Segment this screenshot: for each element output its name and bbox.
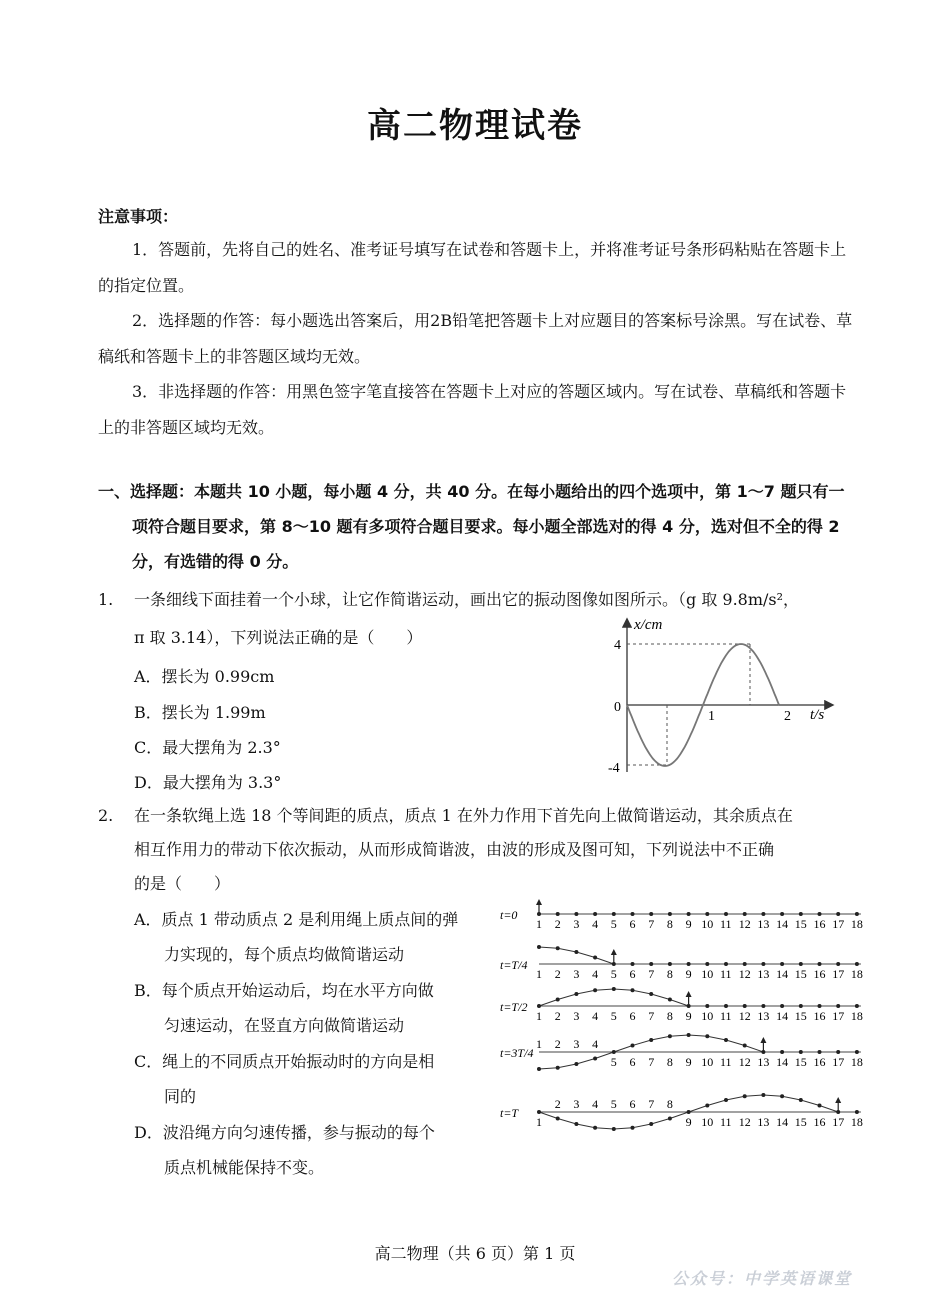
wave-particle-number: 8 (666, 1097, 673, 1111)
oscillation-graph (600, 612, 845, 782)
wave-particle (705, 912, 709, 916)
wave-particle-number: 2 (554, 1037, 561, 1051)
page-title: 高二物理试卷 (367, 106, 583, 146)
wave-particle (724, 1098, 728, 1102)
wave-particle-number: 13 (757, 1055, 770, 1069)
wave-particle (556, 912, 560, 916)
wave-particle (612, 912, 616, 916)
wave-particle (593, 1057, 597, 1061)
wave-particle-number: 13 (757, 1009, 770, 1023)
wave-particle-number: 17 (832, 1055, 845, 1069)
wave-particle-number: 2 (554, 1009, 561, 1023)
wave-particle (836, 1050, 840, 1054)
wave-particle (799, 1004, 803, 1008)
wave-particle (687, 962, 691, 966)
wave-particle-number: 11 (720, 1009, 732, 1023)
wave-particle-number: 13 (757, 917, 770, 931)
wave-particle-number: 17 (832, 967, 845, 981)
wave-particle (631, 1043, 635, 1047)
wave-particle-number: 4 (592, 1037, 599, 1051)
wave-particle (780, 912, 784, 916)
wave-particle (556, 1117, 560, 1121)
wave-particle-number: 8 (666, 967, 673, 981)
wave-particle-number: 11 (720, 1115, 732, 1129)
wave-particle-number: 15 (794, 917, 807, 931)
x-tick-2: 2 (784, 709, 791, 724)
wave-particle-number: 6 (629, 1009, 636, 1023)
wave-particle-number: 3 (573, 1009, 580, 1023)
wave-particle-number: 9 (685, 967, 692, 981)
wave-particle-number: 17 (832, 1115, 845, 1129)
wave-particle (761, 962, 765, 966)
wave-particle-number: 5 (610, 1097, 617, 1111)
wave-particle (836, 1004, 840, 1008)
wave-particle-number: 1 (536, 1009, 542, 1023)
wave-particle (537, 1004, 541, 1008)
wave-curve (539, 947, 614, 964)
wave-particle (799, 1098, 803, 1102)
wave-particle-number: 3 (573, 967, 580, 981)
notice-item-1: 1．答题前，先将自己的姓名、准考证号填写在试卷和答题卡上，并将准考证号条形码粘贴在答题卡上的指定位置。 (98, 240, 847, 295)
wave-particle-number: 2 (554, 1097, 561, 1111)
wave-particle (631, 912, 635, 916)
wave-particle (780, 962, 784, 966)
wave-particle (724, 1038, 728, 1042)
q2-option-b-line1: B．每个质点开始运动后，均在水平方向做 (134, 981, 434, 1000)
wave-row-label: t=3T/4 (500, 1046, 534, 1060)
wave-particle-number: 18 (850, 1115, 863, 1129)
wave-particle-number: 12 (738, 1009, 751, 1023)
q2-option-c-line1: C．绳上的不同质点开始振动时的方向是相 (134, 1052, 435, 1071)
q2-stem-line3: 的是（ ） (134, 874, 231, 893)
y-tick-neg4: -4 (608, 761, 620, 776)
wave-particle-number: 10 (701, 1115, 714, 1129)
wave-particle-number: 11 (720, 967, 732, 981)
wave-particle (855, 962, 859, 966)
wave-particle-number: 1 (536, 967, 542, 981)
wave-particle (649, 962, 653, 966)
wave-particle (780, 1004, 784, 1008)
wave-particle-number: 4 (592, 1097, 599, 1111)
wave-particle (593, 988, 597, 992)
wave-particle-number: 16 (813, 1115, 826, 1129)
wave-particle-number: 16 (813, 917, 826, 931)
wave-particle (743, 962, 747, 966)
wave-particle-number: 7 (648, 967, 655, 981)
wave-particle (612, 1127, 616, 1131)
wave-particle (668, 997, 672, 1001)
q1-option-b: B．摆长为 1.99m (134, 703, 266, 722)
wave-particle (705, 1034, 709, 1038)
wave-particle-number: 1 (536, 1037, 542, 1051)
wave-particle (761, 1004, 765, 1008)
wave-particle-number: 8 (666, 1055, 673, 1069)
wave-formation-diagram (498, 894, 863, 1138)
wave-particle-number: 6 (629, 1097, 636, 1111)
wave-particle-number: 6 (629, 917, 636, 931)
wave-particle (836, 962, 840, 966)
wave-particle-number: 18 (850, 1009, 863, 1023)
wave-particle (668, 962, 672, 966)
wave-particle (836, 912, 840, 916)
wave-particle-number: 7 (648, 1009, 655, 1023)
wave-particle-number: 3 (573, 1097, 580, 1111)
wave-particle-number: 4 (592, 967, 599, 981)
wave-particle-number: 11 (720, 1055, 732, 1069)
wave-particle-number: 5 (610, 1009, 617, 1023)
wave-particle (855, 1004, 859, 1008)
wave-particle (855, 912, 859, 916)
wave-particle (799, 962, 803, 966)
wave-particle (818, 1103, 822, 1107)
notice-item-3: 3．非选择题的作答：用黑色签字笔直接答在答题卡上对应的答题区域内。写在试卷、草稿纸和答题卡上的非答题区域均无效。 (98, 382, 847, 437)
wave-front-arrowhead (835, 1097, 841, 1103)
wave-particle-number: 14 (776, 1055, 789, 1069)
wave-particle-number: 14 (776, 967, 789, 981)
wave-particle-number: 12 (738, 1115, 751, 1129)
wave-particle (556, 946, 560, 950)
wave-particle-number: 5 (610, 1055, 617, 1069)
wave-curve (539, 989, 689, 1006)
q2-option-d-line1: D．波沿绳方向匀速传播，参与振动的每个 (134, 1123, 435, 1142)
q2-stem-line2: 相互作用力的带动下依次振动，从而形成简谐波，由波的形成及图可知，下列说法中不正确 (134, 840, 775, 859)
wave-particle (593, 1126, 597, 1130)
y-axis-label: x/cm (634, 617, 663, 633)
q1-stem-line2: π 取 3.14），下列说法正确的是（ ） (134, 628, 423, 647)
wave-particle (818, 912, 822, 916)
wave-row-label: t=T/2 (500, 1000, 528, 1014)
wave-particle-number: 18 (850, 1055, 863, 1069)
page-footer: 高二物理（共 6 页）第 1 页 (374, 1244, 576, 1263)
wave-particle (593, 912, 597, 916)
wave-particle-number: 18 (850, 917, 863, 931)
wave-particle-number: 16 (813, 1009, 826, 1023)
wave-particle (574, 1062, 578, 1066)
wave-particle (668, 912, 672, 916)
wave-particle-number: 5 (610, 917, 617, 931)
notice-heading: 注意事项： (98, 207, 179, 226)
wave-particle (574, 992, 578, 996)
wave-particle-number: 14 (776, 1115, 789, 1129)
wave-particle-number: 4 (592, 917, 599, 931)
wave-particle-number: 15 (794, 1009, 807, 1023)
wave-particle (855, 1110, 859, 1114)
wave-particle (687, 912, 691, 916)
wave-particle (556, 997, 560, 1001)
wave-particle-number: 16 (813, 967, 826, 981)
wave-particle (780, 1094, 784, 1098)
q1-number: 1. (98, 590, 114, 609)
wave-particle (818, 962, 822, 966)
wave-front-arrowhead (760, 1037, 766, 1043)
wave-particle (818, 1050, 822, 1054)
wave-particle-number: 1 (536, 1115, 542, 1129)
q2-option-c-line2: 同的 (164, 1087, 197, 1106)
wave-particle-number: 10 (701, 1055, 714, 1069)
wave-particle (631, 988, 635, 992)
wave-particle (687, 1033, 691, 1037)
q2-option-a-line1: A．质点 1 带动质点 2 是利用绳上质点间的弹 (134, 910, 459, 929)
wave-particle (799, 912, 803, 916)
wave-particle-number: 9 (685, 1055, 692, 1069)
wave-particle (612, 1050, 616, 1054)
wave-particle (761, 1093, 765, 1097)
wave-particle-number: 5 (610, 967, 617, 981)
wave-particle (855, 1050, 859, 1054)
wave-row-label: t=T/4 (500, 958, 528, 972)
wave-particle (537, 1067, 541, 1071)
notice-item-2: 2．选择题的作答：每小题选出答案后，用2B铅笔把答题卡上对应题目的答案标号涂黑。写在试卷、草稿纸和答题卡上的非答题区域均无效。 (98, 311, 853, 366)
y-tick-4: 4 (614, 638, 621, 653)
wave-particle (537, 945, 541, 949)
q2-option-b-line2: 匀速运动，在竖直方向做简谐运动 (164, 1016, 405, 1035)
wave-particle-number: 6 (629, 967, 636, 981)
x-tick-1: 1 (708, 709, 715, 724)
wave-particle-number: 14 (776, 1009, 789, 1023)
wave-front-arrowhead (686, 991, 692, 997)
wave-particle-number: 2 (554, 967, 561, 981)
wave-particle (724, 962, 728, 966)
wave-particle (574, 912, 578, 916)
wave-particle (537, 1110, 541, 1114)
wave-particle (649, 992, 653, 996)
wave-particle-number: 11 (720, 917, 732, 931)
wave-particle (743, 1043, 747, 1047)
wave-particle-number: 14 (776, 917, 789, 931)
q1-option-c: C．最大摆角为 2.3° (134, 738, 281, 757)
wave-particle-number: 12 (738, 1055, 751, 1069)
wave-particle-number: 9 (685, 917, 692, 931)
wave-particle-number: 3 (573, 917, 580, 931)
wave-particle (668, 1034, 672, 1038)
wave-particle-number: 1 (536, 917, 542, 931)
q1-option-d: D．最大摆角为 3.3° (134, 773, 282, 792)
wave-particle (705, 1004, 709, 1008)
watermark: 公众号：中学英语课堂 (672, 1269, 853, 1288)
wave-particle-number: 15 (794, 1055, 807, 1069)
wave-particle (743, 1094, 747, 1098)
wave-particle-number: 9 (685, 1009, 692, 1023)
wave-particle (780, 1050, 784, 1054)
wave-particle (687, 1110, 691, 1114)
wave-particle (574, 950, 578, 954)
y-tick-0: 0 (614, 700, 621, 715)
wave-particle (556, 1066, 560, 1070)
wave-particle-number: 6 (629, 1055, 636, 1069)
wave-particle-number: 8 (666, 1009, 673, 1023)
wave-particle-number: 12 (738, 917, 751, 931)
wave-particle (743, 912, 747, 916)
wave-particle (818, 1004, 822, 1008)
wave-particle-number: 18 (850, 967, 863, 981)
wave-particle-number: 7 (648, 1055, 655, 1069)
wave-particle (631, 962, 635, 966)
wave-particle-number: 7 (648, 1097, 655, 1111)
wave-particle (761, 912, 765, 916)
wave-particle-number: 17 (832, 917, 845, 931)
wave-particle-number: 12 (738, 967, 751, 981)
wave-particle (705, 962, 709, 966)
wave-particle (705, 1103, 709, 1107)
wave-particle (649, 912, 653, 916)
wave-particle (593, 955, 597, 959)
q2-option-d-line2: 质点机械能保持不变。 (164, 1158, 325, 1177)
wave-particle-number: 9 (685, 1115, 692, 1129)
wave-front-arrowhead (536, 899, 542, 905)
q1-option-a: A．摆长为 0.99cm (134, 667, 275, 686)
q2-stem-line1: 在一条软绳上选 18 个等间距的质点，质点 1 在外力作用下首先向上做简谐运动，其余质点在 (134, 806, 793, 825)
wave-particle (631, 1126, 635, 1130)
wave-particle-number: 16 (813, 1055, 826, 1069)
wave-particle-number: 15 (794, 967, 807, 981)
wave-particle (649, 1122, 653, 1126)
q2-option-a-line2: 力实现的，每个质点均做简谐运动 (164, 945, 405, 964)
q1-stem-line1: 一条细线下面挂着一个小球，让它作简谐运动，画出它的振动图像如图所示。（g 取 9.8m/s²， (134, 590, 800, 609)
wave-particle (612, 987, 616, 991)
wave-particle-number: 7 (648, 917, 655, 931)
wave-particle (799, 1050, 803, 1054)
x-axis-label: t/s (810, 707, 825, 723)
wave-particle-number: 10 (701, 967, 714, 981)
wave-front-arrowhead (611, 949, 617, 955)
wave-particle-number: 3 (573, 1037, 580, 1051)
wave-particle-number: 10 (701, 917, 714, 931)
wave-particle-number: 13 (757, 1115, 770, 1129)
wave-particle-number: 17 (832, 1009, 845, 1023)
wave-particle-number: 13 (757, 967, 770, 981)
section-1-instructions: 一、选择题：本题共 10 小题，每小题 4 分，共 40 分。在每小题给出的四个选项中，第 1～7 题只有一项符合题目要求，第 8～10 题有多项符合题目要求。每小题全部选对的得 4 分，选对但不全的得 2 分，有选错的得 0 分。 (98, 482, 845, 571)
wave-particle (574, 1122, 578, 1126)
wave-particle-number: 15 (794, 1115, 807, 1129)
wave-particle (724, 912, 728, 916)
wave-row-label: t=0 (500, 908, 518, 922)
wave-particle-number: 2 (554, 917, 561, 931)
wave-particle (649, 1038, 653, 1042)
wave-particle-number: 10 (701, 1009, 714, 1023)
wave-particle (724, 1004, 728, 1008)
wave-particle-number: 4 (592, 1009, 599, 1023)
wave-particle (668, 1117, 672, 1121)
wave-particle (743, 1004, 747, 1008)
q2-number: 2. (98, 806, 114, 825)
wave-row-label: t=T (500, 1106, 519, 1120)
wave-particle-number: 8 (666, 917, 673, 931)
